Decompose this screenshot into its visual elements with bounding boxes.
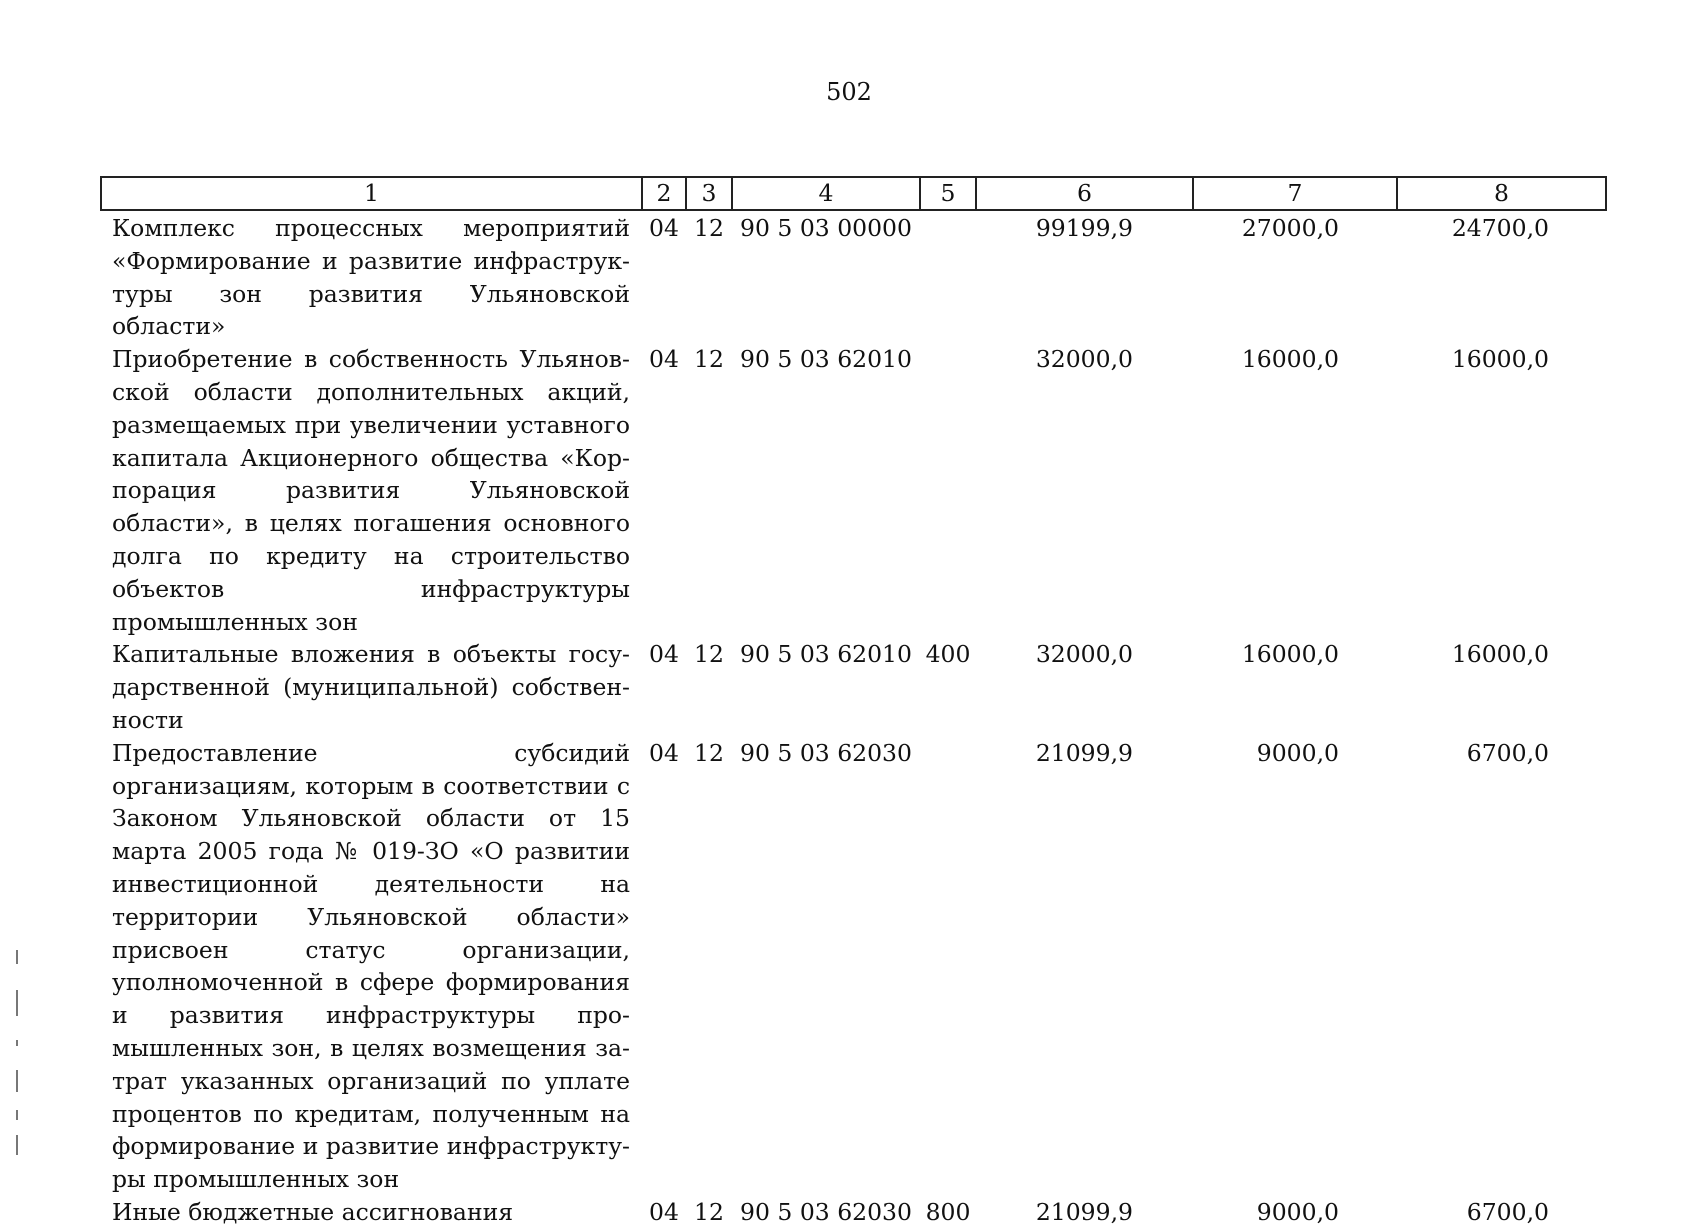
amount-col-8: 24700,0 — [1451, 214, 1549, 242]
column-header-5: 5 — [920, 177, 976, 210]
expense-type-code — [920, 737, 976, 1196]
target-article-code: 90 5 03 00000 — [740, 214, 912, 242]
table-header-row — [101, 177, 1606, 210]
amount-col-7: 27000,0 — [1241, 214, 1339, 242]
amount-col-8: 6700,0 — [1466, 1197, 1549, 1226]
amount-col-7: 9000,0 — [1256, 1197, 1339, 1226]
amount-col-6: 21099,9 — [1035, 1197, 1133, 1226]
target-article-code: 90 5 03 62030 — [740, 738, 912, 767]
section-code: 04 — [649, 345, 679, 374]
row-name: Приобретение в собственность Ульяновской области дополнительных акций, размещаемых при увеличении уставного капитала Акционерного общества «Корпорация развития Ульяновской области», в целях погашения основного долга по кредиту на строительство объектов инфраструктуры промышленных зон — [112, 345, 630, 636]
expense-type-code: 400 — [925, 640, 971, 669]
amount-col-7: 9000,0 — [1256, 738, 1339, 767]
row-name: Иные бюджетные ассигнования — [112, 1197, 514, 1226]
section-code: 04 — [649, 1197, 679, 1226]
table-row — [101, 638, 1606, 736]
subsection-code: 12 — [694, 1197, 724, 1226]
amount-col-7: 16000,0 — [1241, 345, 1339, 374]
scan-margin-marks — [16, 930, 28, 1180]
row-name: Комплекс процессных мероприятий «Формирование и развитие инфраструктуры зон развития Ульяновской области» — [112, 214, 630, 341]
target-article-code: 90 5 03 62010 — [740, 345, 912, 374]
column-header-6: 6 — [976, 177, 1193, 210]
amount-col-7: 16000,0 — [1241, 640, 1339, 669]
section-code: 04 — [649, 640, 679, 669]
amount-col-8: 16000,0 — [1451, 640, 1549, 669]
column-header-4: 4 — [732, 177, 920, 210]
subsection-code: 12 — [694, 345, 724, 374]
budget-table — [100, 176, 1607, 1229]
column-header-8: 8 — [1397, 177, 1606, 210]
target-article-code: 90 5 03 62010 — [740, 640, 912, 669]
column-header-3: 3 — [686, 177, 732, 210]
expense-type-code: 800 — [925, 1197, 971, 1226]
amount-col-8: 6700,0 — [1466, 738, 1549, 767]
amount-col-6: 32000,0 — [1035, 345, 1133, 374]
table-row — [101, 737, 1606, 1196]
page-number: 502 — [826, 78, 872, 106]
amount-col-6: 99199,9 — [1035, 214, 1133, 242]
subsection-code: 12 — [694, 640, 724, 669]
column-header-1: 1 — [101, 177, 642, 210]
subsection-code: 12 — [694, 738, 724, 767]
subsection-code: 12 — [694, 214, 724, 242]
section-code: 04 — [649, 214, 679, 242]
row-name: Предоставление субсидий организациям, которым в соответствии с Законом Ульяновской области от 15 марта 2005 года № 019-ЗО «О развитии инвестиционной деятельности на территории Ульяновской области» присвоен статус организации, уполномоченной в сфере формирования и развития инфраструктуры промышленных зон, в целях возмещения затрат указанных организаций по уплате процентов по кредитам, полученным на формирование и развитие инфраструктуры промышленных зон — [112, 738, 630, 1194]
column-header-2: 2 — [642, 177, 686, 210]
amount-col-6: 32000,0 — [1035, 640, 1133, 669]
expense-type-code — [920, 343, 976, 638]
column-header-7: 7 — [1193, 177, 1397, 210]
amount-col-6: 21099,9 — [1035, 738, 1133, 767]
table-row — [101, 1196, 1606, 1229]
expense-type-code — [920, 210, 976, 343]
table-row — [101, 210, 1606, 343]
table-row — [101, 343, 1606, 638]
amount-col-8: 16000,0 — [1451, 345, 1549, 374]
target-article-code: 90 5 03 62030 — [740, 1197, 912, 1226]
row-name: Капитальные вложения в объекты государственной (муниципальной) собственности — [112, 640, 630, 734]
section-code: 04 — [649, 738, 679, 767]
